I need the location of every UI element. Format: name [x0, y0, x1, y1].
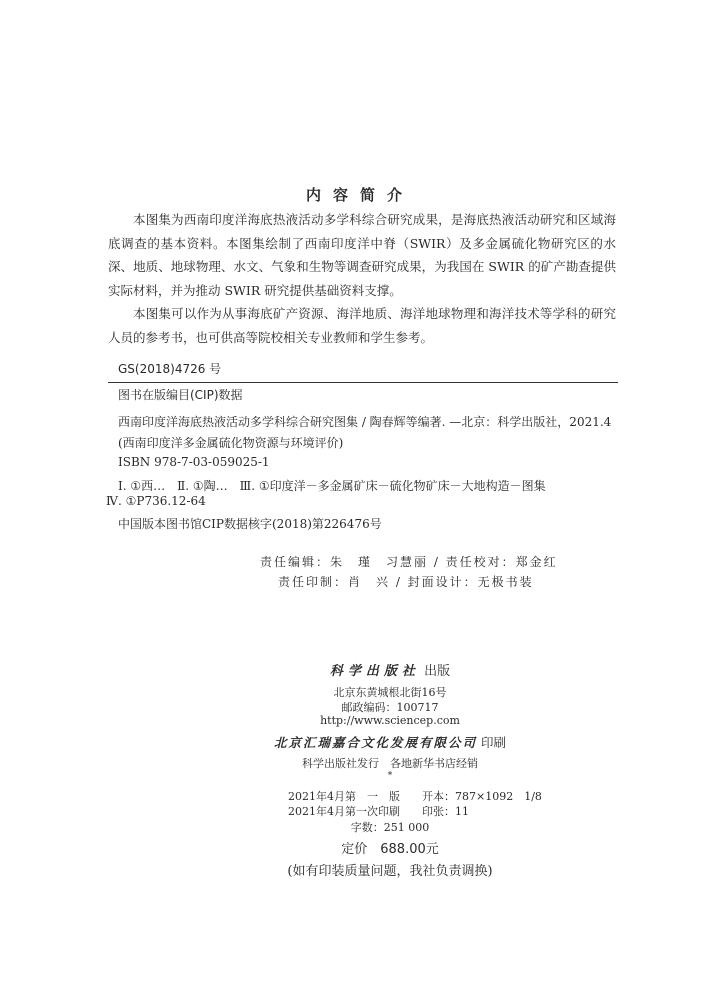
quality-notice: (如有印装质量问题，我社负责调换)	[287, 864, 493, 879]
printer-name: 北京汇瑞嘉合文化发展有限公司	[273, 735, 477, 750]
publisher-website: http://www.sciencep.com	[320, 714, 460, 727]
intro-text	[108, 208, 616, 349]
publisher-postcode: 邮政编码：100717	[341, 701, 439, 714]
editor-credits: 责任编辑：朱 瑾 习慧丽 / 责任校对：郑金红	[260, 555, 558, 569]
intro-title: 内容简介	[305, 186, 414, 204]
divider	[108, 382, 618, 383]
publisher-address: 北京东黄城根北街16号	[333, 686, 447, 699]
separator-star: *	[387, 771, 393, 781]
cip-series: (西南印度洋多金属硫化物资源与环境评价)	[118, 436, 344, 450]
printing-credits: 责任印制：肖 兴 / 封面设计：无极书装	[278, 575, 534, 589]
distribution: 科学出版社发行 各地新华书店经销	[302, 757, 478, 770]
map-approval-number: GS(2018)4726 号	[118, 362, 222, 376]
printer-line	[0, 733, 720, 751]
cip-title-line: 西南印度洋海底热液活动多学科综合研究图集 / 陶春辉等编著. —北京：科学出版社，2021.4	[118, 415, 612, 429]
publisher-line	[0, 660, 720, 679]
price: 定价 688.00元	[341, 842, 439, 857]
intro-paragraph: 本图集为西南印度洋海底热液活动多学科综合研究成果，是海底热液活动研究和区域海底调查的基本资料。本图集绘制了西南印度洋中脊（SWIR）及多金属硫化物研究区的水深、地质、地球物理、水文、气象和生物等调查研究成果，为我国在 SWIR 的矿产勘查提供实际材料，并为推动 SWIR 研究提供基础资料支撑。	[108, 212, 616, 298]
cip-verification: 中国版本图书馆CIP数据核字(2018)第226476号	[118, 517, 382, 531]
publisher-logo: 科学出版社	[329, 664, 420, 679]
publisher-action: 出版	[424, 664, 451, 679]
cip-heading: 图书在版编目(CIP)数据	[118, 388, 243, 402]
cip-isbn: ISBN 978-7-03-059025-1	[118, 455, 270, 469]
printing-info: 2021年4月第一次印刷 印张：11	[288, 805, 469, 818]
cip-classification: Ⅰ. ①西… Ⅱ. ①陶… Ⅲ. ①印度洋－多金属矿床－硫化物矿床－大地构造－图集	[118, 479, 546, 493]
printer-action: 印刷	[480, 735, 506, 750]
intro-paragraph: 本图集可以作为从事海底矿产资源、海洋地质、海洋地球物理和海洋技术等学科的研究人员的参考书，也可供高等院校相关专业教师和学生参考。	[108, 306, 616, 345]
word-count: 字数：251 000	[350, 821, 430, 834]
cip-classification-2: Ⅳ. ①P736.12-64	[106, 494, 206, 508]
edition-info: 2021年4月第 一 版 开本：787×1092 1/8	[288, 790, 542, 803]
